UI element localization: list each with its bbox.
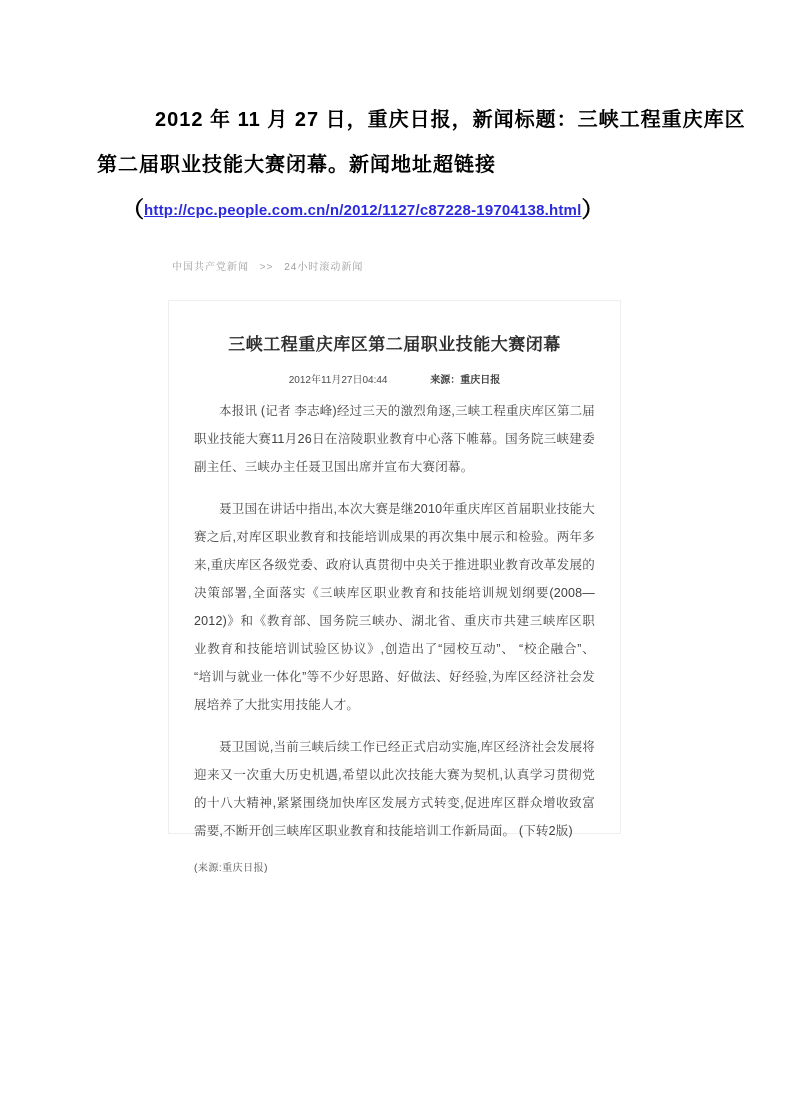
article-source: 来源：重庆日报 [430, 375, 501, 386]
article-card [168, 300, 621, 874]
doc-intro-text [97, 98, 746, 188]
close-paren: ） [581, 197, 604, 222]
article-footer-source: (来源:重庆日报) [194, 863, 268, 874]
article-title: 三峡工程重庆库区第二届职业技能大赛闭幕 [228, 335, 561, 354]
article-datetime: 2012年11月27日04:44 [288, 375, 388, 386]
doc-intro-line1: 2012 年 11 月 27 日，重庆日报，新闻标题：三峡工程重庆库区 [155, 109, 746, 131]
article-paragraph: 聂卫国说,当前三峡后续工作已经正式启动实施,库区经济社会发展将迎来又一次重大历史机遇,希望以此次技能大赛为契机,认真学习贯彻党的十八大精神,紧紧围绕加快库区发展方式转变,促进库区群众增收致富需要,不断开创三峡库区职业教育和技能培训工作新局面。 (下转2版) [194, 740, 595, 838]
doc-intro-line2: 第二届职业技能大赛闭幕。新闻地址超链接 [97, 154, 496, 176]
doc-link-line [122, 193, 603, 224]
article-paragraph: 聂卫国在讲话中指出,本次大赛是继2010年重庆库区首届职业技能大赛之后,对库区职业教育和技能培训成果的再次集中展示和检验。两年多来,重庆库区各级党委、政府认真贯彻中央关于推进职业教育改革发展的决策部署,全面落实《三峡库区职业教育和技能培训规划纲要(2008—2012)》和《教育部、国务院三峡办、湖北省、重庆市共建三峡库区职业教育和技能培训试验区协议》,创造出了“园校互动”、 “校企融合”、 “培训与就业一体化”等不少好思路、好做法、好经验,为库区经济社会发展培养了大批实用技能人才。 [194, 502, 595, 712]
breadcrumb-site-link[interactable]: 中国共产党新闻 [172, 262, 249, 273]
article-body [194, 397, 595, 845]
news-article-hyperlink[interactable]: http://cpc.people.com.cn/n/2012/1127/c87228-19704138.html [144, 202, 582, 219]
article-paragraph: 本报讯 (记者 李志峰)经过三天的激烈角逐,三峡工程重庆库区第二届职业技能大赛11月26日在涪陵职业教育中心落下帷幕。国务院三峡建委副主任、三峡办主任聂卫国出席并宣布大赛闭幕。 [194, 404, 595, 474]
open-paren: （ [122, 197, 145, 222]
breadcrumb-section-link[interactable]: 24小时滚动新闻 [284, 262, 364, 273]
article-meta [194, 371, 595, 386]
breadcrumb-separator: >> [259, 262, 274, 273]
breadcrumb [172, 258, 363, 273]
